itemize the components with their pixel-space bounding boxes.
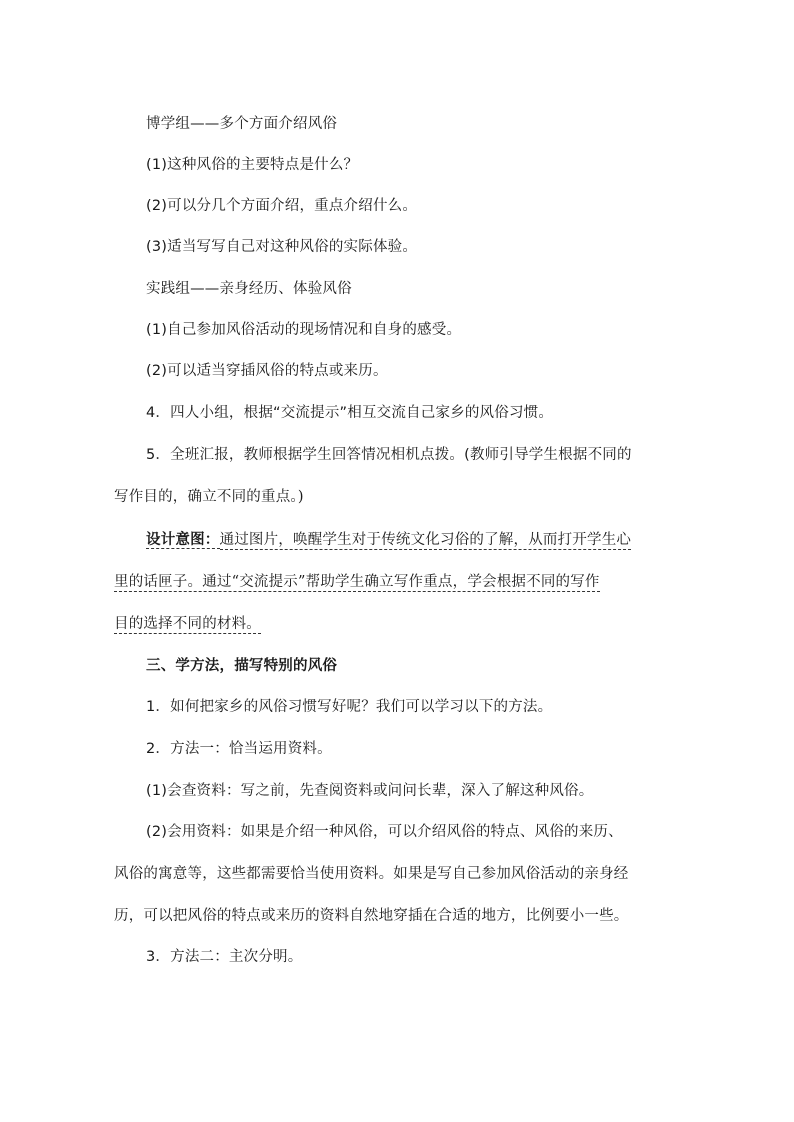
shijian-item-2: (2)可以适当穿插风俗的特点或来历。 bbox=[146, 363, 388, 379]
design-intent-text-3: 目的选择不同的材料。 bbox=[114, 616, 261, 632]
section-3-p2-2-line-1: (2)会用资料：如果是介绍一种风俗，可以介绍风俗的特点、风俗的来历、 bbox=[146, 824, 623, 840]
section-3-p3: 3．方法二：主次分明。 bbox=[146, 949, 303, 965]
section-3-p2-1: (1)会查资料：写之前，先查阅资料或问问长辈，深入了解这种风俗。 bbox=[146, 783, 594, 799]
step-4: 4．四人小组，根据“交流提示”相互交流自己家乡的风俗习惯。 bbox=[146, 405, 554, 421]
section-3-p2-2-line-2: 风俗的寓意等，这些都需要恰当使用资料。如果是写自己参加风俗活动的亲身经 bbox=[114, 866, 629, 882]
section-3-p1: 1．如何把家乡的风俗习惯写好呢？我们可以学习以下的方法。 bbox=[146, 699, 553, 715]
shijian-item-1: (1)自己参加风俗活动的现场情况和自身的感受。 bbox=[146, 322, 462, 338]
step-5-line-1: 5．全班汇报，教师根据学生回答情况相机点拨。(教师引导学生根据不同的 bbox=[146, 447, 632, 463]
design-intent-line-2 bbox=[114, 572, 684, 592]
section-3-heading: 三、学方法，描写特别的风俗 bbox=[146, 658, 338, 674]
design-intent-label: 设计意图： bbox=[146, 532, 220, 548]
step-5-line-2: 写作目的，确立不同的重点。) bbox=[114, 489, 304, 505]
design-intent-line-3 bbox=[114, 614, 684, 634]
bozu-item-2: (2)可以分几个方面介绍，重点介绍什么。 bbox=[146, 198, 418, 214]
bozu-item-3: (3)适当写写自己对这种风俗的实际体验。 bbox=[146, 239, 418, 255]
design-intent-line-1 bbox=[146, 530, 684, 550]
bozu-heading: 博学组——多个方面介绍风俗 bbox=[146, 116, 338, 132]
section-3-p2: 2．方法一：恰当运用资料。 bbox=[146, 741, 332, 757]
design-intent-text-1: 通过图片，唤醒学生对于传统文化习俗的了解，从而打开学生心 bbox=[219, 532, 632, 548]
section-3-p2-2-line-3: 历，可以把风俗的特点或来历的资料自然地穿插在合适的地方，比例要小一些。 bbox=[114, 908, 629, 924]
shijian-heading: 实践组——亲身经历、体验风俗 bbox=[146, 281, 352, 297]
bozu-item-1: (1)这种风俗的主要特点是什么？ bbox=[146, 157, 359, 173]
design-intent-text-2: 里的话匣子。通过“交流提示”帮助学生确立写作重点，学会根据不同的写作 bbox=[114, 574, 600, 590]
